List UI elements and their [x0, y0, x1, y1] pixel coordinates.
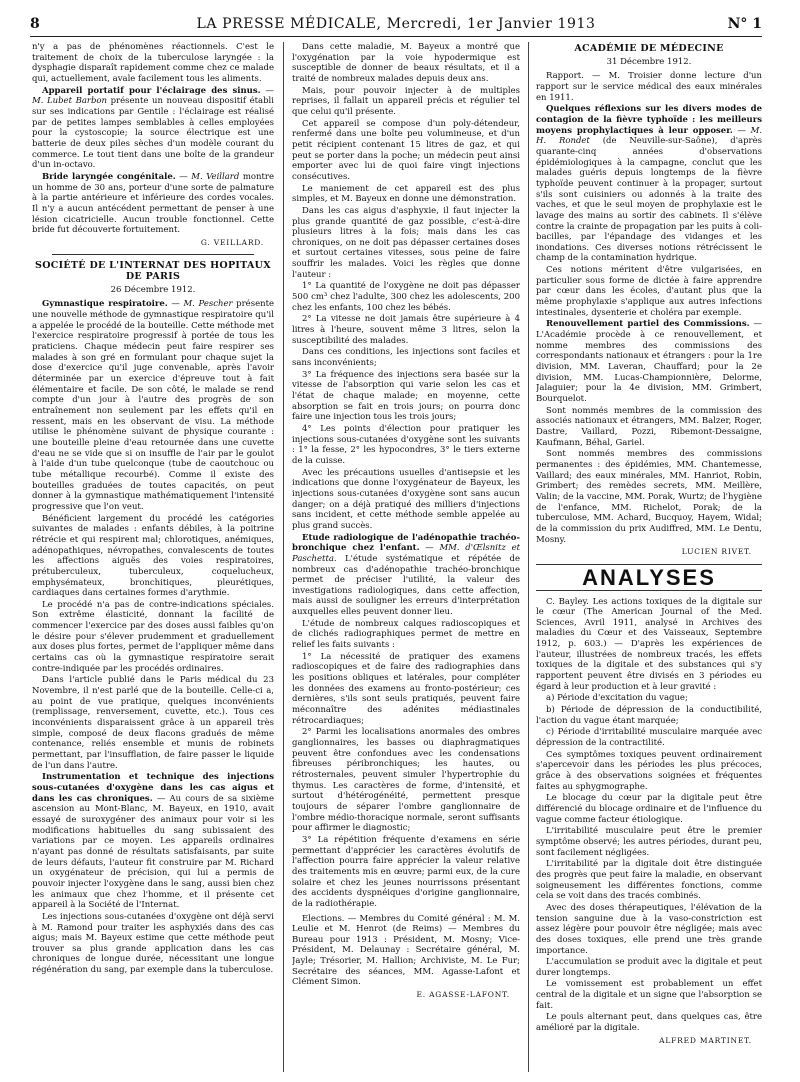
paragraph: Avec les précautions usuelles d'antisepsie et les indications que donne l'oxygénateur de Bayeux, les injections sous-cutanées d'oxygène sont sans aucun danger; on a déjà pratiqué des milliers d'injections sans incident, et cette méthode semble appelée au plus grand succès.: [292, 467, 520, 531]
paragraph: Le vomissement est probablement un effet central de la digitale et un signe que l'absorption se fait.: [536, 979, 762, 1011]
column-1: [32, 42, 274, 1072]
paragraph: Dans les cas aigus d'asphyxie, il faut injecter la plus grande quantité de gaz possible, c'est-à-dire plusieurs litres à la fois; mais dans les cas chroniques, on ne doit pas dépasser certaines doses et surtout certaines vitesses, sous peine de faire souffrir les malades. Voici les règles que donne l'auteur :: [292, 205, 520, 280]
section-date: 26 Décembre 1912.: [110, 284, 196, 295]
paragraph: Le procédé n'a pas de contre-indications spéciales. Son extrême élasticité, donnant la facilité de commencer l'exercice par des doses aussi faibles qu'on le désire pour s'élever prudemment et graduellement aux doses plus fortes, permet de l'appliquer même dans certains cas où la gymnastique respiratoire serait contre-indiquée par les procédés ordinaires.: [32, 599, 274, 674]
paragraph: L'étude de nombreux calques radioscopiques et de clichés radiographiques permet de mettre en relief les faits suivants :: [292, 618, 520, 651]
issue-number: N° 1: [727, 16, 762, 32]
item-title: Quelques réflexions sur les divers modes de contagion de la fièvre typhoïde : les meilleurs moyens prophylactiques à leur opposer.: [536, 104, 762, 136]
list-item: c) Période d'irritabilité musculaire marquée avec dépression de la contractilité.: [536, 727, 762, 749]
item-title: Gymnastique respiratoire.: [42, 299, 168, 310]
item-text: présente un nouveau dispositif établi sur ses indications par Gentile : l'éclairage est réalisé par de petites lampes semblables à celles employées pour la cystoscopie; la source électrique est une batterie de deux piles sèches d'un modèle courant du commerce. Le tout tient dans une boîte de la grandeur d'un in-octavo.: [32, 96, 274, 171]
paragraph: Quelques réflexions sur les divers modes de contagion de la fièvre typhoïde : les meilleurs moyens prophylactiques à leur opposer. — M. H. Rondet (de Neuville-sur-Saône), d'après quarante-cinq années d'observations épidémiologiques à la campagne, conclut que les malades guéris depuis longtemps de la fièvre typhoïde peuvent continuer à la propager, surtout s'ils sont cuisiniers ou adonnés à la traite des vaches, et que le seul moyen de prophylaxie est le lavage des mains au sortir des cabinets. Il s'élève contre la crainte de propagation par les puits à coli-bacilles, par l'épandage des vidanges et les inondations. Ces diverses notions rétrécissent le champ de la contamination hydrique.: [536, 104, 762, 264]
journal-name: LA PRESSE MÉDICALE,: [196, 16, 382, 32]
paragraph: 2° Parmi les localisations anormales des ombres ganglionnaires, les basses ou diaphragmatiques peuvent être confondues avec les condensations fibreuses péribronchiques; les hautes, ou rétrosternales, peuvent simuler l'hypertrophie du thymus. Les caractères de forme, d'intensité, et surtout d'hétérogénéité, permettent presque toujours de séparer l'ombre ganglionnaire de l'ombre médio-thoracique normale, seront suffisants pour affirmer le diagnostic;: [292, 727, 520, 834]
section-date: 31 Décembre 1912.: [606, 56, 692, 67]
paragraph: 1° La quantité de l'oxygène ne doit pas dépasser 500 cm³ chez l'adulte, 300 chez les adolescents, 200 chez les enfants, 100 chez les bébés.: [292, 281, 520, 313]
column-rule-1: [283, 42, 284, 1072]
paragraph: 3° La répétition fréquente d'examens en série permettant d'apprécier les caractères évolutifs de l'affection pourra faire apprécier la valeur relative des traitements mis en œuvre; parmi eux, de la cure solaire et chez les jeunes nourrissons présentant des accidents dyspnéiques d'origine ganglionnaire, de la radiothérapie.: [292, 834, 520, 909]
section-title: ACADÉMIE DE MÉDECINE: [574, 43, 724, 54]
item-text: présente une nouvelle méthode de gymnastique respiratoire qu'il a appelée le procédé de la bouteille. Cette méthode met l'exercice respiratoire progressif à portée de tous les praticiens. Chaque médecin peut faire respirer ses malades à son gré en formulant pour chaque sujet la dose d'exercice qu'il juge convenable, après l'avoir déterminée par un exercice d'épreuve tout à fait élémentaire et facile. De son côté, le malade se rend compte d'un jour à l'autre des progrès de son entraînement non seulement par les effets qu'il en ressent, mais en les observant de visu. La méthode utilise le phénomène suivant de physique courante : une bouteille pleine d'eau retournée dans une cuvette d'eau ne se vide que si on insuffle de l'air par le goulot à l'aide d'un tube quelconque (tube de caoutchouc ou tube métallique recourbé). Comme il existe des bouteilles graduées de toutes capacités, on peut donner à la gymnastique mathématiquement l'intensité progressive que l'on veut.: [32, 299, 274, 512]
paragraph: Les injections sous-cutanées d'oxygène ont déjà servi à M. Ramond pour traiter les asphyxiés dans des cas aigus; mais M. Bayeux estime que cette méthode peut trouver sa plus grande application dans les cas chroniques de longue durée, nécessitant une longue régénération du sang, par exemple dans la tuberculose.: [32, 911, 274, 976]
author: M. Veillard: [191, 171, 240, 182]
paragraph: Le maniement de cet appareil est des plus simples, et M. Bayeux en donne une démonstration.: [292, 183, 520, 205]
item-text: (de Neuville-sur-Saône), d'après quarante-cinq années d'observations épidémiologiques à la campagne, conclut que les malades guéris depuis longtemps de la fièvre typhoïde peuvent continuer à la propager, surtout s'ils sont cuisiniers ou adonnés à la traite des vaches, et que le seul moyen de prophylaxie est le lavage des mains au sortir des cabinets. Il s'élève contre la crainte de propagation par les puits à coli-bacilles, par l'épandage des vidanges et les inondations. Ces diverses notions rétrécissent le champ de la contamination hydrique.: [536, 136, 762, 264]
item-text: montre un homme de 30 ans, porteur d'une sorte de palmature à la partie antérieure et inférieure des cordes vocales. Il n'y a aucun antécédent permettant de penser à une lésion cicatricielle. Aucun trouble fonctionnel. Cette bride fut découverte fortuitement.: [32, 171, 274, 236]
paragraph: Bride laryngée congénitale. — M. Veillard montre un homme de 30 ans, porteur d'une sorte de palmature à la partie antérieure et inférieure des cordes vocales. Il n'y a aucun antécédent permettant de penser à une lésion cicatricielle. Aucun trouble fonctionnel. Cette bride fut découverte fortuitement.: [32, 171, 274, 236]
author: M. H. Rondet: [536, 125, 762, 147]
paragraph: Rapport. — M. Troisier donne lecture d'un rapport sur le service médical des eaux minérales en 1911.: [536, 71, 762, 103]
page-number: 8: [30, 16, 40, 32]
paragraph: C. Bayley. Les actions toxiques de la digitale sur le cœur (The American Journal of the Med. Sciences, Avril 1911, analysé in Archives des maladies du Cœur et des Vaisseaux, Septembre 1912, p. 603.) — D'après les expériences de l'auteur, illustrées de nombreux tracés, les effets toxiques de la digitale et des substances qui s'y rapportent peuvent être divisés en 3 périodes eu égard à leur production et à leur gravité :: [536, 596, 762, 692]
column-3: [536, 42, 762, 1072]
item-title: Etude radiologique de l'adénopathie trachéo-bronchique chez l'enfant.: [292, 532, 520, 554]
column-rule-2: [528, 42, 529, 1072]
paragraph: n'y a pas de phénomènes réactionnels. C'est le traitement de choix de la tuberculose laryngée : la dysphagie disparaît rapidement comme chez ce malade qui, actuellement, avale facilement tous les aliments.: [32, 42, 274, 84]
paragraph: Cet appareil se compose d'un poly-détendeur, renfermé dans une boîte peu volumineuse, et d'un petit récipient contenant 15 litres de gaz, et qui peut se porter dans la poche; un médecin peut ainsi emporter avec lui de quoi faire vingt injections consécutives.: [292, 118, 520, 182]
paragraph: 2° La vitesse ne doit jamais être supérieure à 4 litres à l'heure, souvent même 3 litres, selon la susceptibilité des malades.: [292, 314, 520, 346]
signature: LUCIEN RIVET.: [681, 547, 752, 557]
paragraph: L'irritabilité par la digitale doit être distinguée des progrès que peut faire la maladie, en observant soigneusement les différentes fonctions, comme cela se voit dans des tracés combinés.: [536, 859, 762, 902]
item-title: Bride laryngée congénitale.: [42, 171, 176, 182]
paragraph: Etude radiologique de l'adénopathie trachéo-bronchique chez l'enfant. — MM. d'Œlsnitz et Paschetta. L'étude systématique et répétée de nombreux cas d'adénopathie trachéo-bronchique permet de préciser l'utilité, la valeur des investigations radiologiques, dans cette affection, mais aussi de souligner les erreurs d'interprétation auxquelles elles peuvent donner lieu.: [292, 532, 520, 618]
author: M. Lubet Barbon: [32, 96, 107, 107]
paragraph: Le pouls alternant peut, dans quelques cas, être amélioré par la digitale.: [536, 1012, 762, 1034]
paragraph: Ces notions méritent d'être vulgarisées, en particulier sous forme de dictée à faire apprendre par cœur dans les écoles, d'autant plus que la même prophylaxie s'applique aux autres infections intestinales, dysenterie et choléra par exemple.: [536, 265, 762, 318]
paragraph: Dans ces conditions, les injections sont faciles et sans inconvénients;: [292, 347, 520, 369]
elections-paragraph: Elections. — Membres du Comité général : M. M. Leulie et M. Henrot (de Reims) — Membres du Bureau pour 1913 : Président, M. Mosny; Vice-Président, M. Delaunay : Secrétaire général, M. Jayle; Trésorier, M. Hallion; Archiviste, M. Le Fur; Secrétaire des séances, MM. Agasse-Lafont et Clément Simon.: [292, 913, 520, 988]
paragraph: Dans l'article publié dans le Paris médical du 23 Novembre, il n'est parlé que de la bouteille. Celle-ci a, au point de vue pratique, quelques inconvénients (remplissage, renversement, cuvette, etc.). Tous ces inconvénients disparaissent grâce à un appareil très simple, composé de deux flacons gradués de même contenance, reliés ensemble et munis de robinets permettant, par l'insufflation, de faire passer le liquide de l'un dans l'autre.: [32, 675, 274, 771]
paragraph: Ces symptômes toxiques peuvent ordinairement s'apercevoir dans les périodes les plus précoces, grâce à des observations soignées et fréquentes faites au sphygmographe.: [536, 749, 762, 792]
journal-title-line: [30, 16, 762, 32]
section-title: SOCIÉTÉ DE L'INTERNAT DES HOPITAUX DE PARIS: [35, 260, 271, 283]
item-text: L'Académie procède à ce renouvellement, et nomme membres des commissions des correspondants nationaux et étrangers : pour la 1re division, MM. Laveran, Chauffard; pour la 2e division, MM. Lucas-Championnière, Delorme, Jalaguier; pour la 4e division, MM. Grimbert, Bourquelot.: [536, 330, 762, 404]
item-text: L'étude systématique et répétée de nombreux cas d'adénopathie trachéo-bronchique permet de préciser l'utilité, la valeur des investigations radiologiques, dans cette affection, mais aussi de souligner les erreurs d'interprétation auxquelles elles peuvent donner lieu.: [292, 553, 520, 618]
item-title: Instrumentation et technique des injections sous-cutanées d'oxygène dans les cas aigus et dans les cas chroniques.: [32, 772, 274, 804]
paragraph: Le blocage du cœur par la digitale peut être différencié du blocage ordinaire et de l'influence du vague comme facteur étiologique.: [536, 793, 762, 825]
paragraph: L'accumulation se produit avec la digitale et peut durer longtemps.: [536, 957, 762, 978]
paragraph: Mais, pour pouvoir injecter à de multiples reprises, il fallait un appareil précis et régulier tel que celui qu'il présente.: [292, 85, 520, 117]
paragraph: Renouvellement partiel des Commissions. — L'Académie procède à ce renouvellement, et nomme membres des commissions des correspondants nationaux et étrangers : pour la 1re division, MM. Laveran, Chauffard; pour la 2e division, MM. Lucas-Championnière, Delorme, Jalaguier; pour la 4e division, MM. Grimbert, Bourquelot.: [536, 319, 762, 404]
issue-date: Mercredi, 1er Janvier 1913: [386, 16, 596, 32]
paragraph: 3° La fréquence des injections sera basée sur la vitesse de l'absorption qui varie selon les cas et l'état de chaque malade; en moyenne, cette absorption se fait en trois jours; on pourra donc faire une injection tous les trois jours;: [292, 369, 520, 423]
signature: G. VEILLARD.: [200, 237, 264, 247]
column-2: [292, 42, 520, 1072]
paragraph: 1° La nécessité de pratiquer des examens radioscopiques et de faire des radiographies dans les positions obliques et latérales, pour compléter les données des examens au fronto-postérieur; ces dernières, s'ils sont seuls pratiqués, peuvent faire méconnaître des adénites médiastinales rétrocardiaques;: [292, 651, 520, 726]
paragraph: Instrumentation et technique des injections sous-cutanées d'oxygène dans les cas aigus et dans les cas chroniques. — Au cours de sa sixième ascension au Mont-Blanc, M. Bayeux, en 1910, avait essayé de suroxygéner des animaux pour voir si les modifications habituelles du sang subissaient des variations par ce moyen. Les appareils ordinaires n'ayant pas donné de résultats satisfaisants, par suite de leurs défauts, l'auteur fit construire par M. Richard un oxygénateur de précision, qui lui a permis de pouvoir injecter l'oxygène dans le sang, aussi bien chez les animaux que chez l'homme, et il présente cet appareil à la Société de l'Internat.: [32, 772, 274, 911]
author: M. Pescher: [183, 299, 233, 310]
paragraph: Gymnastique respiratoire. — M. Pescher présente une nouvelle méthode de gymnastique respiratoire qu'il a appelée le procédé de la bouteille. Cette méthode met l'exercice respiratoire progressif à portée de tous les praticiens. Chaque médecin peut faire respirer ses malades à son gré en formulant pour chaque sujet la dose d'exercice qu'il juge convenable, après l'avoir déterminée par un exercice d'épreuve tout à fait élémentaire et facile. De son côté, le malade se rend compte d'un jour à l'autre des progrès de son entraînement non seulement par les effets qu'il en ressent, mais en les observant de visu. La méthode utilise le phénomène suivant de physique courante : une bouteille pleine d'eau retournée dans une cuvette d'eau ne se vide que si on insuffle de l'air par le goulot à l'aide d'un tube quelconque (tube de caoutchouc ou tube métallique recourbé). Comme il existe des bouteilles graduées de toutes capacités, on peut donner à la gymnastique mathématiquement l'intensité progressive que l'on veut.: [32, 299, 274, 512]
page-header: [30, 14, 762, 37]
paragraph: Dans cette maladie, M. Bayeux a montré que l'oxygénation par la voie hypodermique est susceptible de donner de beaux résultats, et il a traité de nombreux malades depuis deux ans.: [292, 42, 520, 84]
list-item: a) Période d'excitation du vague;: [546, 693, 688, 704]
signature: E. AGASSE-LAFONT.: [416, 990, 510, 1000]
item-title: Renouvellement partiel des Commissions.: [546, 319, 750, 330]
paragraph: Sont nommés membres de la commission des associés nationaux et étrangers, MM. Balzer, Roger, Dastre, Vaillard, Pozzi, Ribemont-Dessaigne, Kaufmann, Béhal, Gariel.: [536, 405, 762, 448]
paragraph: 4° Les points d'élection pour pratiquer les injections sous-cutanées d'oxygène sont les suivants : 1° la fesse, 2° les hypocondres, 3° le tiers externe de la cuisse.: [292, 423, 520, 466]
paragraph: Bénéficient largement du procédé les catégories suivantes de malades : enfants débiles, à la poitrine rétrécie et qui respirent mal; chlorotiques, anémiques, adénopathiques, névropathes, convalescents de toutes les affections aiguës des voies respiratoires, prétuberculeux, tuberculeux, coquelucheux, emphysémateux, bronchitiques, pleurétiques, cardiaques dans certaines formes d'arythmie.: [32, 513, 274, 599]
author: MM. d'Œlsnitz et Paschetta.: [292, 543, 520, 564]
paragraph: Sont nommés membres des commissions permanentes : des épidémies, MM. Chantemesse, Vaillard; des eaux minérales, MM. Hanriot, Robin, Grimbert; des remèdes secrets, MM. Meillère, Valin; de la vaccine, MM. Porak, Wurtz; de l'hygiène de l'enfance, MM. Richelot, Porak; de la tuberculose, MM. Achard, Bucquoy, Hayem, Widal; de la commission du prix Audiffred, MM. Le Dentu, Mosny.: [536, 449, 762, 545]
paragraph: L'irritabilité musculaire peut être le premier symptôme observé; les autres périodes, durant peu, sont facilement négligées.: [536, 826, 762, 858]
paragraph: Avec des doses thérapeutiques, l'élévation de la tension sanguine due à la vaso-constriction est assez légère pour pouvoir être négligée; mais avec des doses toxiques, elle prend une très grande importance.: [536, 902, 762, 956]
divider: [52, 254, 254, 255]
item-text: Au cours de sa sixième ascension au Mont-Blanc, M. Bayeux, en 1910, avait essayé de suroxygéner des animaux pour voir si les modifications habituelles du sang subissaient des variations par ce moyen. Les appareils ordinaires n'ayant pas donné de résultats satisfaisants, par suite de leurs défauts, l'auteur fit construire par M. Richard un oxygénateur de précision, qui lui a permis de pouvoir injecter l'oxygène dans le sang, aussi bien chez les animaux que chez l'homme, et il présente cet appareil à la Société de l'Internat.: [32, 793, 274, 911]
signature: ALFRED MARTINET.: [659, 1035, 752, 1045]
paragraph: Appareil portatif pour l'éclairage des sinus. — M. Lubet Barbon présente un nouveau dispositif établi sur ses indications par Gentile : l'éclairage est réalisé par de petites lampes semblables à celles employées pour la cystoscopie; la source électrique est une batterie de deux piles sèches d'un modèle courant du commerce. Le tout tient dans une boîte de la grandeur d'un in-octavo.: [32, 85, 274, 171]
analyses-heading: ANALYSES: [582, 564, 716, 590]
item-title: Appareil portatif pour l'éclairage des sinus.: [42, 85, 261, 96]
list-item: b) Période de dépression de la conductibilité, l'action du vague étant marquée;: [536, 705, 762, 726]
